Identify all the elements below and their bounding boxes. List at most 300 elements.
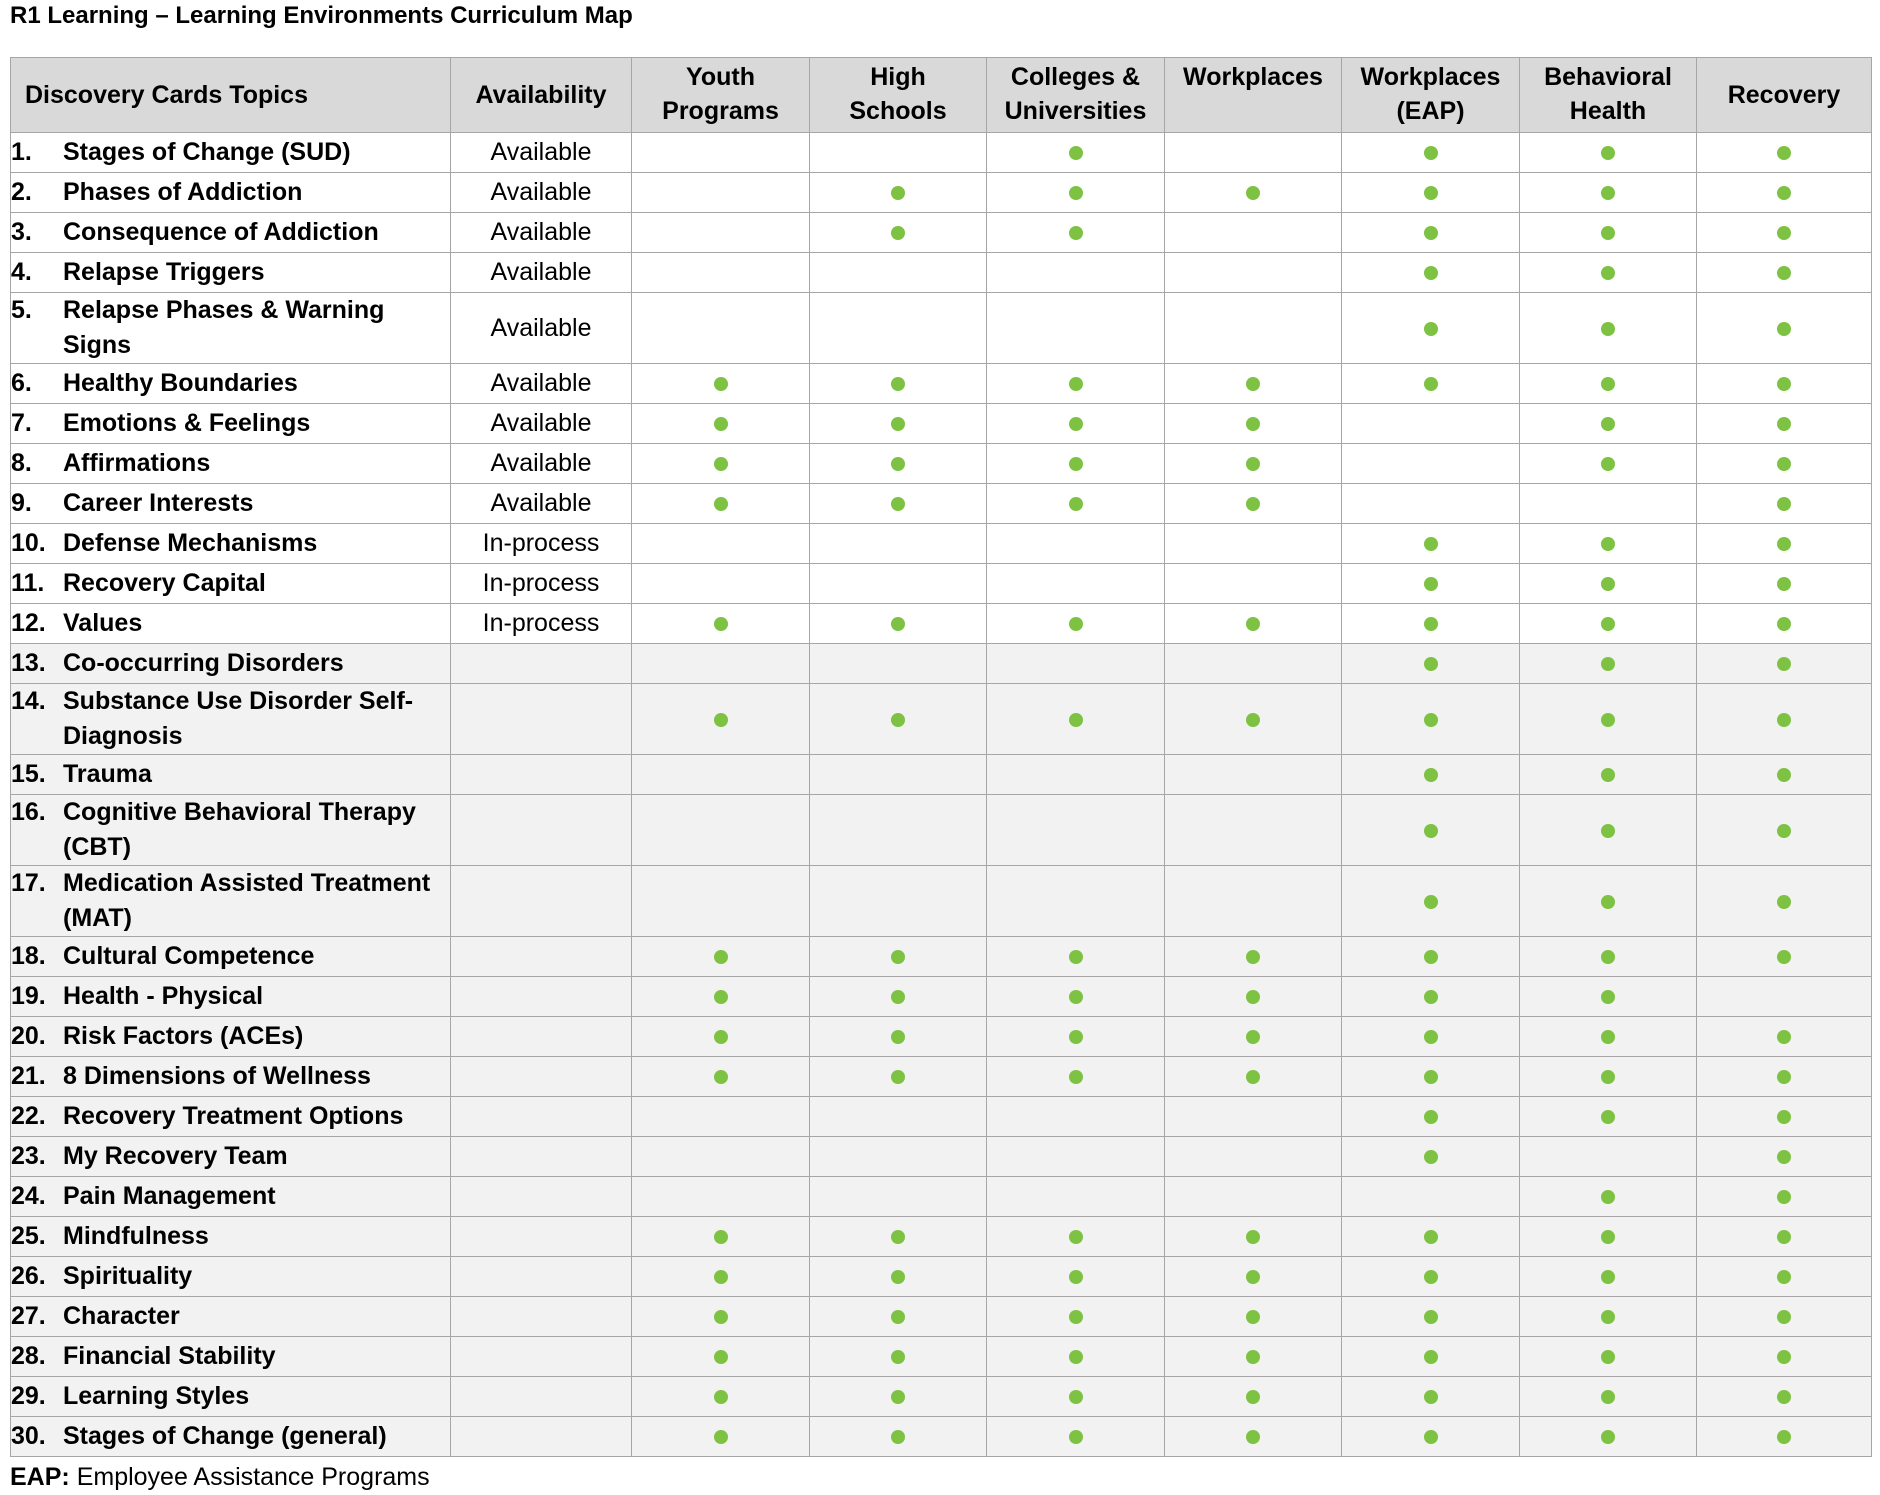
- topic-title: My Recovery Team: [63, 1142, 288, 1170]
- environment-cell: [987, 564, 1165, 604]
- topic-cell: [11, 644, 451, 684]
- included-dot-icon: [1601, 417, 1615, 431]
- included-dot-icon: [1777, 226, 1791, 240]
- environment-cell: [1520, 1017, 1697, 1057]
- environment-cell: [810, 644, 987, 684]
- environment-cell: [1165, 937, 1342, 977]
- availability-cell: [451, 1137, 632, 1177]
- environment-cell: [1520, 484, 1697, 524]
- included-dot-icon: [1601, 1430, 1615, 1444]
- environment-cell: [1520, 644, 1697, 684]
- topic-number: 28.: [11, 1342, 46, 1370]
- included-dot-icon: [714, 377, 728, 391]
- environment-cell: [1342, 1377, 1520, 1417]
- environment-cell: [1520, 364, 1697, 404]
- topic-cell: [11, 1257, 451, 1297]
- environment-cell: [1342, 1297, 1520, 1337]
- topic-cell: [11, 1217, 451, 1257]
- environment-cell: [1165, 755, 1342, 795]
- included-dot-icon: [1424, 713, 1438, 727]
- included-dot-icon: [1601, 537, 1615, 551]
- included-dot-icon: [1069, 377, 1083, 391]
- environment-cell: [1520, 1337, 1697, 1377]
- environment-cell: [810, 684, 987, 755]
- availability-cell: [451, 644, 632, 684]
- included-dot-icon: [1601, 377, 1615, 391]
- availability-cell: [451, 1177, 632, 1217]
- included-dot-icon: [1069, 1070, 1083, 1084]
- topic-number: 23.: [11, 1142, 46, 1170]
- environment-cell: [810, 213, 987, 253]
- included-dot-icon: [1601, 322, 1615, 336]
- environment-cell: [1165, 484, 1342, 524]
- environment-cell: [1697, 1017, 1872, 1057]
- environment-cell: [632, 213, 810, 253]
- included-dot-icon: [1424, 617, 1438, 631]
- table-row: [11, 1337, 1872, 1377]
- included-dot-icon: [1601, 577, 1615, 591]
- environment-cell: [632, 1097, 810, 1137]
- environment-cell: [1165, 1377, 1342, 1417]
- environment-cell: [1342, 173, 1520, 213]
- topic-cell: [11, 684, 451, 755]
- included-dot-icon: [1246, 1310, 1260, 1324]
- table-row: [11, 866, 1872, 937]
- topic-number: 2.: [11, 178, 32, 206]
- topic-cell: [11, 604, 451, 644]
- availability-cell: [451, 755, 632, 795]
- environment-cell: [1165, 444, 1342, 484]
- availability-cell: Available: [451, 173, 632, 213]
- environment-cell: [810, 1017, 987, 1057]
- environment-cell: [1165, 1017, 1342, 1057]
- included-dot-icon: [1601, 1350, 1615, 1364]
- included-dot-icon: [1777, 1190, 1791, 1204]
- environment-cell: [810, 1257, 987, 1297]
- topic-number: 1.: [11, 138, 32, 166]
- table-row: [11, 1417, 1872, 1457]
- included-dot-icon: [1424, 1430, 1438, 1444]
- environment-cell: [1165, 1137, 1342, 1177]
- topic-number: 22.: [11, 1102, 46, 1130]
- included-dot-icon: [1246, 497, 1260, 511]
- topic-title: Relapse Phases & Warning Signs: [63, 296, 385, 359]
- included-dot-icon: [1246, 417, 1260, 431]
- table-row: [11, 644, 1872, 684]
- included-dot-icon: [1601, 990, 1615, 1004]
- environment-cell: [987, 1177, 1165, 1217]
- environment-cell: [1165, 866, 1342, 937]
- table-row: [11, 1097, 1872, 1137]
- column-header-workplaces: Workplaces: [1165, 58, 1342, 133]
- table-row: [11, 604, 1872, 644]
- topic-number: 11.: [11, 569, 45, 597]
- included-dot-icon: [714, 713, 728, 727]
- environment-cell: [1520, 1257, 1697, 1297]
- topic-number: 6.: [11, 369, 32, 397]
- environment-cell: [632, 253, 810, 293]
- included-dot-icon: [1424, 1230, 1438, 1244]
- environment-cell: [810, 604, 987, 644]
- included-dot-icon: [1246, 950, 1260, 964]
- topic-cell: [11, 866, 451, 937]
- environment-cell: [987, 1097, 1165, 1137]
- availability-cell: [451, 1417, 632, 1457]
- included-dot-icon: [1777, 1430, 1791, 1444]
- environment-cell: [1342, 293, 1520, 364]
- environment-cell: [810, 1177, 987, 1217]
- availability-cell: Available: [451, 213, 632, 253]
- included-dot-icon: [1601, 457, 1615, 471]
- environment-cell: [1697, 1097, 1872, 1137]
- table-row: [11, 524, 1872, 564]
- environment-cell: [1342, 484, 1520, 524]
- topic-cell: [11, 564, 451, 604]
- included-dot-icon: [714, 1070, 728, 1084]
- environment-cell: [1520, 444, 1697, 484]
- environment-cell: [1342, 1217, 1520, 1257]
- included-dot-icon: [1601, 824, 1615, 838]
- topic-cell: [11, 213, 451, 253]
- environment-cell: [1165, 173, 1342, 213]
- topic-number: 8.: [11, 449, 32, 477]
- environment-cell: [632, 364, 810, 404]
- topic-title: Cultural Competence: [63, 942, 315, 970]
- environment-cell: [1165, 253, 1342, 293]
- included-dot-icon: [891, 1230, 905, 1244]
- topic-cell: [11, 404, 451, 444]
- included-dot-icon: [1069, 1310, 1083, 1324]
- table-row: [11, 795, 1872, 866]
- topic-title: Career Interests: [63, 489, 254, 517]
- included-dot-icon: [1246, 1350, 1260, 1364]
- environment-cell: [1342, 1417, 1520, 1457]
- environment-cell: [1520, 404, 1697, 444]
- table-row: [11, 404, 1872, 444]
- environment-cell: [810, 1217, 987, 1257]
- environment-cell: [810, 1417, 987, 1457]
- availability-cell: Available: [451, 133, 632, 173]
- included-dot-icon: [1246, 617, 1260, 631]
- environment-cell: [810, 866, 987, 937]
- included-dot-icon: [891, 457, 905, 471]
- included-dot-icon: [1777, 895, 1791, 909]
- table-row: [11, 253, 1872, 293]
- environment-cell: [632, 1337, 810, 1377]
- environment-cell: [1697, 604, 1872, 644]
- included-dot-icon: [1777, 1030, 1791, 1044]
- included-dot-icon: [1601, 1390, 1615, 1404]
- included-dot-icon: [1424, 895, 1438, 909]
- topic-title: Character: [63, 1302, 180, 1330]
- environment-cell: [987, 1137, 1165, 1177]
- environment-cell: [1520, 1297, 1697, 1337]
- environment-cell: [987, 755, 1165, 795]
- environment-cell: [1520, 133, 1697, 173]
- topic-number: 15.: [11, 760, 46, 788]
- table-row: [11, 364, 1872, 404]
- environment-cell: [987, 977, 1165, 1017]
- column-header-behavioral-health: Behavioral Health: [1520, 58, 1697, 133]
- included-dot-icon: [1424, 1150, 1438, 1164]
- environment-cell: [632, 524, 810, 564]
- topic-cell: [11, 173, 451, 213]
- included-dot-icon: [1601, 657, 1615, 671]
- included-dot-icon: [1777, 657, 1791, 671]
- environment-cell: [987, 1337, 1165, 1377]
- topic-title: Phases of Addiction: [63, 178, 303, 206]
- topic-title: Recovery Capital: [63, 569, 266, 597]
- environment-cell: [987, 484, 1165, 524]
- legend-note: [10, 1460, 430, 1494]
- environment-cell: [632, 293, 810, 364]
- included-dot-icon: [1601, 266, 1615, 280]
- environment-cell: [1342, 1337, 1520, 1377]
- included-dot-icon: [1777, 768, 1791, 782]
- column-header-availability: Availability: [451, 58, 632, 133]
- environment-cell: [1697, 1217, 1872, 1257]
- environment-cell: [1520, 1417, 1697, 1457]
- included-dot-icon: [1069, 990, 1083, 1004]
- topic-title: Affirmations: [63, 449, 211, 477]
- included-dot-icon: [1601, 1190, 1615, 1204]
- topic-title: Substance Use Disorder Self-Diagnosis: [63, 687, 414, 750]
- included-dot-icon: [714, 950, 728, 964]
- included-dot-icon: [1601, 1070, 1615, 1084]
- included-dot-icon: [1424, 657, 1438, 671]
- included-dot-icon: [1246, 1390, 1260, 1404]
- table-row: [11, 1377, 1872, 1417]
- topic-number: 29.: [11, 1382, 46, 1410]
- topic-number: 17.: [11, 869, 46, 897]
- environment-cell: [1520, 293, 1697, 364]
- included-dot-icon: [714, 497, 728, 511]
- table-row: [11, 755, 1872, 795]
- included-dot-icon: [1424, 990, 1438, 1004]
- topic-number: 14.: [11, 687, 46, 715]
- environment-cell: [987, 684, 1165, 755]
- included-dot-icon: [1777, 950, 1791, 964]
- included-dot-icon: [1246, 713, 1260, 727]
- included-dot-icon: [1069, 186, 1083, 200]
- topic-number: 13.: [11, 649, 46, 677]
- included-dot-icon: [1601, 1310, 1615, 1324]
- included-dot-icon: [1777, 417, 1791, 431]
- included-dot-icon: [714, 457, 728, 471]
- table-row: [11, 1257, 1872, 1297]
- topic-title: Spirituality: [63, 1262, 193, 1290]
- environment-cell: [632, 1417, 810, 1457]
- included-dot-icon: [891, 990, 905, 1004]
- availability-cell: Available: [451, 253, 632, 293]
- environment-cell: [632, 1257, 810, 1297]
- topic-number: 7.: [11, 409, 32, 437]
- environment-cell: [1342, 404, 1520, 444]
- availability-cell: [451, 937, 632, 977]
- included-dot-icon: [891, 1390, 905, 1404]
- environment-cell: [1342, 524, 1520, 564]
- included-dot-icon: [891, 617, 905, 631]
- environment-cell: [1165, 1297, 1342, 1337]
- environment-cell: [987, 644, 1165, 684]
- environment-cell: [1342, 1257, 1520, 1297]
- environment-cell: [1342, 977, 1520, 1017]
- environment-cell: [1342, 644, 1520, 684]
- included-dot-icon: [1246, 1230, 1260, 1244]
- included-dot-icon: [1777, 1350, 1791, 1364]
- environment-cell: [1520, 564, 1697, 604]
- included-dot-icon: [1601, 146, 1615, 160]
- included-dot-icon: [714, 1350, 728, 1364]
- environment-cell: [1342, 253, 1520, 293]
- availability-cell: [451, 1297, 632, 1337]
- environment-cell: [632, 1017, 810, 1057]
- included-dot-icon: [1777, 713, 1791, 727]
- environment-cell: [987, 404, 1165, 444]
- availability-cell: [451, 1377, 632, 1417]
- included-dot-icon: [1777, 824, 1791, 838]
- environment-cell: [1342, 684, 1520, 755]
- topic-number: 4.: [11, 258, 32, 286]
- included-dot-icon: [1246, 1070, 1260, 1084]
- environment-cell: [987, 937, 1165, 977]
- topic-number: 12.: [11, 609, 46, 637]
- included-dot-icon: [891, 1030, 905, 1044]
- environment-cell: [987, 1217, 1165, 1257]
- environment-cell: [632, 937, 810, 977]
- availability-cell: [451, 1057, 632, 1097]
- topic-cell: [11, 1057, 451, 1097]
- environment-cell: [1697, 866, 1872, 937]
- environment-cell: [1520, 1217, 1697, 1257]
- included-dot-icon: [1424, 1110, 1438, 1124]
- environment-cell: [1697, 977, 1872, 1017]
- included-dot-icon: [714, 1230, 728, 1244]
- environment-cell: [1165, 795, 1342, 866]
- included-dot-icon: [1601, 1030, 1615, 1044]
- included-dot-icon: [1424, 266, 1438, 280]
- table-row: [11, 564, 1872, 604]
- environment-cell: [1697, 484, 1872, 524]
- table-row: [11, 1137, 1872, 1177]
- included-dot-icon: [1246, 1430, 1260, 1444]
- availability-cell: [451, 1217, 632, 1257]
- included-dot-icon: [1777, 497, 1791, 511]
- topic-number: 27.: [11, 1302, 46, 1330]
- environment-cell: [632, 1057, 810, 1097]
- topic-number: 24.: [11, 1182, 46, 1210]
- included-dot-icon: [1777, 322, 1791, 336]
- included-dot-icon: [1777, 457, 1791, 471]
- environment-cell: [632, 133, 810, 173]
- environment-cell: [1520, 977, 1697, 1017]
- topic-title: Trauma: [63, 760, 152, 788]
- environment-cell: [632, 1137, 810, 1177]
- environment-cell: [987, 364, 1165, 404]
- environment-cell: [1165, 1217, 1342, 1257]
- environment-cell: [1520, 1097, 1697, 1137]
- table-row: [11, 1297, 1872, 1337]
- environment-cell: [1520, 604, 1697, 644]
- included-dot-icon: [1246, 1030, 1260, 1044]
- topic-title: Co-occurring Disorders: [63, 649, 344, 677]
- included-dot-icon: [1424, 1070, 1438, 1084]
- page-title: R1 Learning – Learning Environments Curriculum Map: [10, 2, 633, 29]
- topic-number: 16.: [11, 798, 46, 826]
- environment-cell: [810, 404, 987, 444]
- included-dot-icon: [1424, 768, 1438, 782]
- environment-cell: [987, 1057, 1165, 1097]
- topic-title: 8 Dimensions of Wellness: [63, 1062, 371, 1090]
- topic-cell: [11, 795, 451, 866]
- environment-cell: [810, 253, 987, 293]
- included-dot-icon: [1069, 950, 1083, 964]
- environment-cell: [1165, 1177, 1342, 1217]
- included-dot-icon: [1777, 186, 1791, 200]
- environment-cell: [632, 444, 810, 484]
- included-dot-icon: [1601, 768, 1615, 782]
- included-dot-icon: [891, 1270, 905, 1284]
- environment-cell: [1520, 937, 1697, 977]
- curriculum-map-table: [10, 57, 1872, 1457]
- environment-cell: [987, 173, 1165, 213]
- environment-cell: [1697, 133, 1872, 173]
- environment-cell: [1520, 755, 1697, 795]
- topic-cell: [11, 1137, 451, 1177]
- environment-cell: [1165, 644, 1342, 684]
- environment-cell: [632, 1377, 810, 1417]
- environment-cell: [1697, 684, 1872, 755]
- table-row: [11, 937, 1872, 977]
- topic-title: Stages of Change (SUD): [63, 138, 351, 166]
- environment-cell: [987, 1377, 1165, 1417]
- topic-cell: [11, 937, 451, 977]
- topic-number: 26.: [11, 1262, 46, 1290]
- included-dot-icon: [714, 1430, 728, 1444]
- environment-cell: [987, 133, 1165, 173]
- environment-cell: [1165, 133, 1342, 173]
- environment-cell: [810, 1057, 987, 1097]
- environment-cell: [1165, 1057, 1342, 1097]
- topic-cell: [11, 293, 451, 364]
- included-dot-icon: [714, 417, 728, 431]
- environment-cell: [1697, 644, 1872, 684]
- table-row: [11, 444, 1872, 484]
- environment-cell: [1165, 293, 1342, 364]
- environment-cell: [632, 977, 810, 1017]
- environment-cell: [810, 755, 987, 795]
- table-row: [11, 213, 1872, 253]
- table-row: [11, 1177, 1872, 1217]
- environment-cell: [987, 1417, 1165, 1457]
- environment-cell: [1342, 1177, 1520, 1217]
- environment-cell: [987, 293, 1165, 364]
- environment-cell: [987, 604, 1165, 644]
- environment-cell: [987, 213, 1165, 253]
- environment-cell: [1520, 1177, 1697, 1217]
- column-header-youth-programs: Youth Programs: [632, 58, 810, 133]
- environment-cell: [810, 133, 987, 173]
- included-dot-icon: [1601, 1110, 1615, 1124]
- environment-cell: [1165, 684, 1342, 755]
- included-dot-icon: [891, 1430, 905, 1444]
- topic-cell: [11, 755, 451, 795]
- topic-title: Recovery Treatment Options: [63, 1102, 404, 1130]
- table-row: [11, 977, 1872, 1017]
- environment-cell: [1520, 795, 1697, 866]
- included-dot-icon: [1069, 417, 1083, 431]
- table-row: [11, 1017, 1872, 1057]
